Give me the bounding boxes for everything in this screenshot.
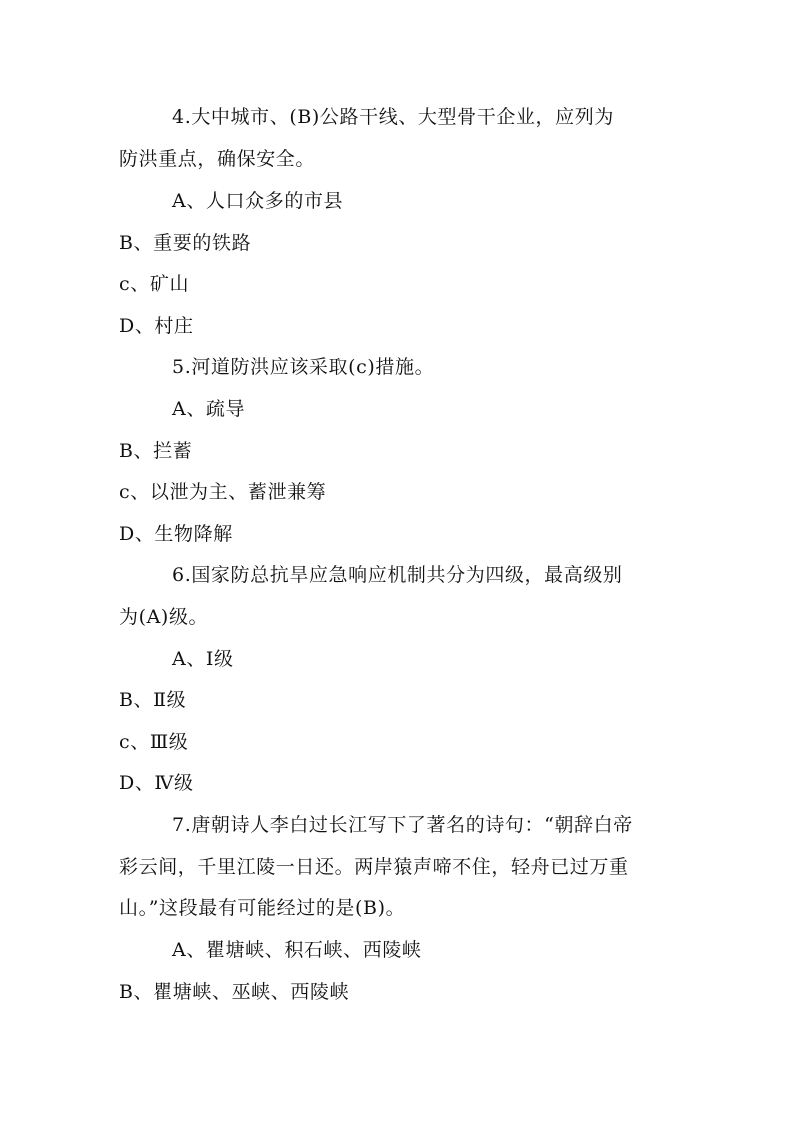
- question-4-text-line-2: 防洪重点，确保安全。: [119, 148, 316, 170]
- question-6-text-line-2: 为(A)级。: [119, 606, 209, 628]
- question-6-option-a: A、Ⅰ级: [172, 648, 234, 670]
- question-4-option-d: D、村庄: [119, 315, 194, 337]
- question-4-option-a: A、人口众多的市县: [172, 190, 344, 212]
- question-5-option-d: D、生物降解: [119, 523, 233, 545]
- question-5-option-a: A、疏导: [172, 398, 246, 420]
- question-5-text: 5.河道防洪应该采取(c)措施。: [172, 356, 435, 378]
- question-5-option-c: c、以泄为主、蓄泄兼筹: [119, 481, 327, 503]
- question-4-text-line-1: 4.大中城市、(B)公路干线、大型骨干企业，应列为: [172, 106, 614, 128]
- question-7-option-a: A、瞿塘峡、积石峡、西陵峡: [172, 939, 422, 961]
- question-4-option-b: B、重要的铁路: [119, 232, 252, 254]
- question-4-option-c: c、矿山: [119, 273, 190, 295]
- question-6-option-b: B、Ⅱ级: [119, 689, 187, 711]
- question-6-option-c: c、Ⅲ级: [119, 731, 189, 753]
- question-7-text-line-1: 7.唐朝诗人李白过长江写下了著名的诗句：“朝辞白帝: [172, 814, 633, 836]
- question-6-text-line-1: 6.国家防总抗旱应急响应机制共分为四级，最高级别: [172, 564, 623, 586]
- question-7-option-b: B、瞿塘峡、巫峡、西陵峡: [119, 981, 350, 1003]
- question-5-option-b: B、拦蓄: [119, 440, 193, 462]
- question-7-text-line-2: 彩云间，千里江陵一日还。两岸猿声啼不住，轻舟已过万重: [119, 856, 629, 878]
- question-6-option-d: D、Ⅳ级: [119, 772, 194, 794]
- question-7-text-line-3: 山。”这段最有可能经过的是(B)。: [119, 897, 406, 919]
